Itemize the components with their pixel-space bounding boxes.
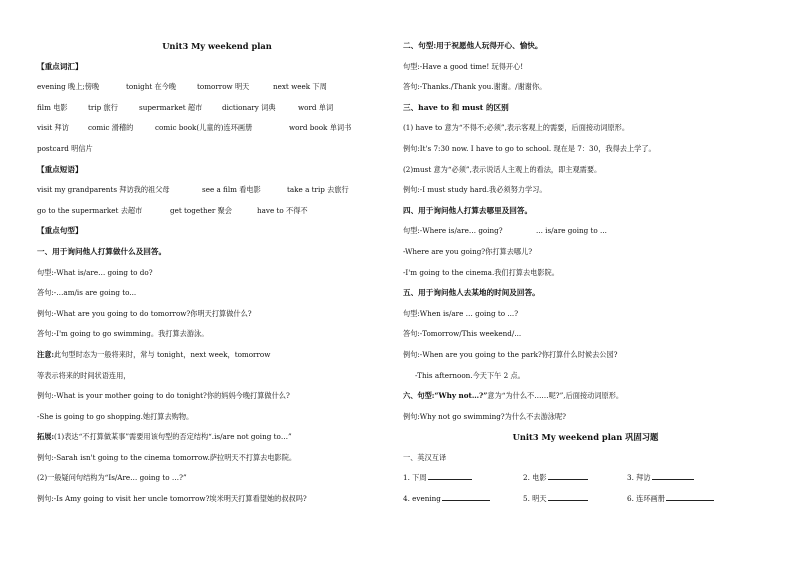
section-2-heading: 二、句型:用于祝愿他人玩得开心、愉快。 <box>403 41 543 50</box>
phrase-heading: 【重点短语】 <box>37 164 83 174</box>
phrase-item: go to the supermarket 去超市 <box>37 205 143 215</box>
exercise-row <box>403 489 768 510</box>
example-answer-line: -I'm going to the cinema.我们打算去电影院。 <box>403 267 559 277</box>
note-text: 此句型时态为一般将来时，常与 tonight，next week，tomorrow <box>54 349 271 359</box>
example-line: 例句:-Is Amy going to visit her uncle tomorrow?埃米明天打算看望她的叔叔吗? <box>37 494 307 504</box>
section-6-text: 意为“为什么不……呢?”,后面接动词原形。 <box>487 391 624 401</box>
vocab-item: tonight 在今晚 <box>126 82 177 92</box>
note-line <box>37 345 397 366</box>
example-line: 例句:-When are you going to the park?你打算什么时候去公园? <box>403 349 618 359</box>
vocab-item: tomorrow 明天 <box>197 82 250 92</box>
section-5-heading: 五、用于询问他人去某地的时间及回答。 <box>403 288 540 298</box>
answer-blank[interactable] <box>548 490 588 501</box>
exercise-item <box>403 489 490 510</box>
vocab-row <box>37 118 397 139</box>
section-1-heading: 一、用于询问他人打算做什么及回答。 <box>37 246 167 256</box>
answer-line: 答句:-…am/is are going to... <box>37 288 137 298</box>
pattern-line <box>403 221 768 242</box>
pattern-line: 句型:When is/are … going to ...? <box>403 308 519 318</box>
section-3-heading: 三、have to 和 must 的区别 <box>403 102 509 112</box>
section-4-heading: 四、用于询问他人打算去哪里及回答。 <box>403 205 533 215</box>
answer-blank[interactable] <box>666 490 714 501</box>
exercise-title: Unit3 My weekend plan 巩固习题 <box>512 432 659 443</box>
phrase-item: see a film 看电影 <box>202 185 261 195</box>
vocab-item: next week 下周 <box>273 82 327 92</box>
answer-blank[interactable] <box>442 490 490 501</box>
answer-blank[interactable] <box>652 469 694 480</box>
phrase-item: take a trip 去旅行 <box>287 185 349 195</box>
extension-label: 拓展: <box>37 432 55 442</box>
exercise-item-label: 4. evening <box>403 494 441 504</box>
example-answer-line: 答句:-I'm going to go swimming。我打算去游泳。 <box>37 329 209 339</box>
vocab-item: postcard 明信片 <box>37 143 93 153</box>
exercise-part-1: 一、英汉互译 <box>403 452 447 462</box>
extension-line <box>37 427 397 448</box>
section-6-heading: 六、句型:“Why not…?” <box>403 391 488 401</box>
vocab-row <box>37 98 397 119</box>
phrase-item: get together 聚会 <box>170 205 232 215</box>
answer-line: 答句:-Tomorrow/This weekend/... <box>403 329 522 339</box>
vocab-item: comic book(儿童的)连环画册 <box>155 123 253 133</box>
vocab-item: word book 单词书 <box>289 123 352 133</box>
phrase-row <box>37 180 397 201</box>
vocab-item: word 单词 <box>298 102 334 112</box>
exercise-item <box>523 468 588 489</box>
vocab-item: trip 旅行 <box>88 102 118 112</box>
pattern-line: 句型:-Have a good time! 玩得开心! <box>403 61 524 71</box>
exercise-item <box>523 489 588 510</box>
answer-blank[interactable] <box>428 469 472 480</box>
left-column <box>37 36 397 510</box>
sentence-heading: 【重点句型】 <box>37 226 83 236</box>
extension-text: (1)表达“不打算做某事”需要用该句型的否定结构“.is/are not going to…” <box>54 432 292 442</box>
pattern-part-b: ... is/are going to ... <box>536 226 607 236</box>
example-line: -Where are you going?你打算去哪儿? <box>403 246 533 256</box>
vocab-item: dictionary 词典 <box>222 102 276 112</box>
phrase-item: visit my grandparents 拜访我的祖父母 <box>37 185 170 195</box>
explanation-line: (1) have to 意为“不得不;必须”,表示客观上的需要，后面接动词原形。 <box>403 123 630 133</box>
example-line: 例句:Why not go swimming?为什么不去游泳呢? <box>403 411 567 421</box>
vocab-item: supermarket 超市 <box>139 102 203 112</box>
example-line: 例句:-What are you going to do tomorrow?你明天打算做什么? <box>37 308 252 318</box>
exercise-item <box>627 468 694 489</box>
exercise-item-label: 3. 拜访 <box>627 473 651 483</box>
example-line: 例句:-What is your mother going to do tonight?你的妈妈今晚打算做什么? <box>37 391 290 401</box>
exercise-item-label: 5. 明天 <box>523 494 547 504</box>
exercise-item-label: 6. 连环画册 <box>627 494 665 504</box>
extension-line: (2)一般疑问句结构为“Is/Are… going to …?” <box>37 473 187 483</box>
note-continuation: 等表示将来的时间状语连用， <box>37 370 131 380</box>
pattern-part-a: 句型:-Where is/are… going? <box>403 226 503 236</box>
phrase-item: have to 不得不 <box>257 205 308 215</box>
phrase-row <box>37 201 397 222</box>
vocab-heading: 【重点词汇】 <box>37 61 83 71</box>
vocab-item: evening 晚上;傍晚 <box>37 82 100 92</box>
vocab-row <box>37 77 397 98</box>
answer-line: 答句:-Thanks./Thank you.谢谢。/谢谢你。 <box>403 82 547 92</box>
vocab-row <box>37 139 397 160</box>
example-answer-line: -She is going to go shopping.她打算去购物。 <box>37 411 194 421</box>
example-line: 例句:It's 7:30 now. I have to go to school. 现在是 7：30，我得去上学了。 <box>403 143 656 153</box>
example-answer-line: -This afternoon.今天下午 2 点。 <box>415 370 525 380</box>
exercise-item-label: 2. 电影 <box>523 473 547 483</box>
example-line: 例句:-I must study hard.我必须努力学习。 <box>403 185 547 195</box>
explanation-line: (2)must 意为“必须”,表示说话人主观上的看法，即主观需要。 <box>403 164 602 174</box>
exercise-item <box>403 468 472 489</box>
exercise-item-label: 1. 下周 <box>403 473 427 483</box>
pattern-line: 句型:-What is/are… going to do? <box>37 267 153 277</box>
exercise-row <box>403 468 768 489</box>
vocab-item: film 电影 <box>37 102 68 112</box>
note-label: 注意: <box>37 349 55 359</box>
exercise-item <box>627 489 714 510</box>
vocab-item: visit 拜访 <box>37 123 69 133</box>
section-6-line <box>403 386 768 407</box>
vocab-item: comic 滑稽的 <box>88 123 134 133</box>
example-line: 例句:-Sarah isn't going to the cinema tomorrow.萨拉明天不打算去电影院。 <box>37 452 297 462</box>
right-column <box>403 36 768 510</box>
answer-blank[interactable] <box>548 469 588 480</box>
page-title: Unit3 My weekend plan <box>162 41 272 51</box>
